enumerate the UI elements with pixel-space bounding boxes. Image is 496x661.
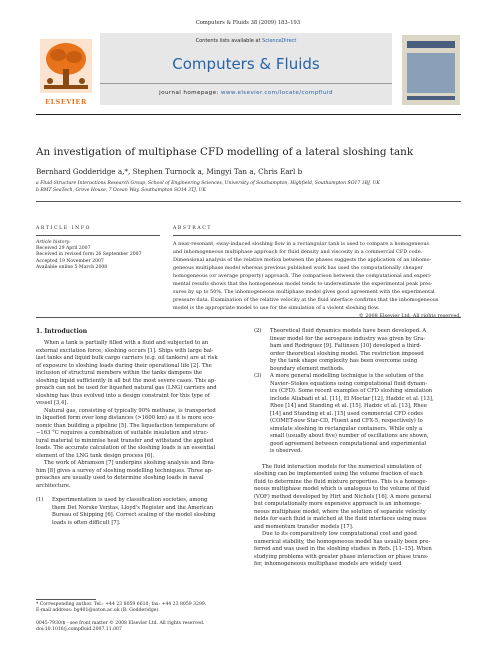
journal-cover <box>402 35 460 105</box>
text-line: inclusion of structural members within the tanks dampens the <box>36 370 203 376</box>
text-line: by the tank shape complexity has been overcome using <box>270 358 418 364</box>
corresponding-author: * Corresponding author. Tel.: +44 23 8059 6610; fax: +44 23 8059 3299. <box>36 602 207 607</box>
text-line: order theoretical sloshing model. The restriction imposed <box>270 350 424 357</box>
text-line: him [8] gives a survey of sloshing modelling techniques. Three ap- <box>36 467 213 474</box>
text-line: them Det Norske Veritas, Lloyd's Register and the American <box>52 504 214 511</box>
abstract-line: model is the appropriate model to use for the simulation of a violent sloshing flow. <box>173 305 380 311</box>
abstract-line: mental results shows that the homogeneous model tends to underestimate the experimental peak pres- <box>173 281 433 287</box>
cover-band <box>407 41 455 48</box>
journal-title-box <box>100 33 392 105</box>
text-line: Due to its comparatively low computational cost and good <box>262 531 417 537</box>
left-column <box>36 340 243 527</box>
text-line: sloshing has thus evolved into a design constraint for this type of <box>36 392 210 399</box>
contents-line <box>100 38 392 44</box>
elsevier-tree-icon <box>36 35 96 97</box>
history-label: Article history: <box>36 240 71 245</box>
cover-footer <box>407 96 455 100</box>
homepage-line <box>100 90 392 96</box>
text-line: is observed. <box>270 448 302 454</box>
homepage-link[interactable]: www.elsevier.com/locate/compfluid <box>220 90 333 96</box>
text-line: linear model for the aerospace industry was given by Gra- <box>270 335 425 342</box>
paragraph <box>36 340 243 348</box>
email-line: E-mail address: bg401@soton.ac.uk (B. Godderidge). <box>36 608 160 614</box>
text-line: loads. The accurate calculation of the sloshing loads is an essential <box>36 445 216 451</box>
abstract-line: A near-resonant, sway-induced sloshing flow in a rectangular tank is used to compare a homogeneous <box>173 241 430 247</box>
text-line: fluid to determine the fluid mixture properties. This is a homoge- <box>254 478 428 485</box>
text-line: A more general modelling technique is the solution of the <box>270 373 424 379</box>
list-number: (2) <box>254 328 262 334</box>
abstract-line: sures by up to 50%. The inhomogeneous multiphase model gives good agreement with the experimental <box>173 289 435 295</box>
text-line: neous multiphase model which is analogous to the volume of fluid <box>254 486 430 492</box>
contents-prefix: Contents lists available at <box>195 38 263 44</box>
article-info-heading: ARTICLE INFO <box>36 226 91 231</box>
journal-name: Computers & Fluids <box>172 55 320 73</box>
running-title: Computers & Fluids 38 (2009) 183–193 <box>195 20 301 26</box>
text-line: nomic than building a pipeline [5]. The liquefaction temperature of <box>36 422 215 429</box>
abstract-bottom-rule <box>36 317 461 318</box>
text-line: vessel [3,4]. <box>36 400 69 406</box>
text-line: last tanks and liquid bulk cargo carriers (e.g. oil tankers) are at risk <box>36 355 218 361</box>
text-line: Experimentation is used by classification societies, among <box>52 497 208 503</box>
list-number: (3) <box>254 373 262 379</box>
text-line: [14] and Standing et al. [15] used commercial CFD codes <box>270 410 423 417</box>
text-line: Natural gas, consisting of typically 90% methane, is transported <box>44 407 216 414</box>
affiliation-b: b BMT SeaTech, Grove House, 7 Ocean Way, Southampton SO14 3TJ, UK <box>36 188 206 193</box>
date-received: Received 29 April 2007 <box>36 246 91 252</box>
date-accepted: Accepted 19 November 2007 <box>36 258 104 264</box>
copyright-notice: © 2008 Elsevier Ltd. All rights reserved. <box>358 313 461 319</box>
text-line: small (usually about five) number of oscillations are shown, <box>270 433 429 439</box>
affiliation-a: a Fluid-Structure Interactions Research Group, School of Engineering Sciences, University of Southampton, Highfield, Southampton SO17 1BJ, UK <box>36 181 380 186</box>
section-heading: 1. Introduction <box>36 328 88 335</box>
list-number: (1) <box>36 497 44 503</box>
text-line: boundary element methods. <box>270 365 345 372</box>
text-line: Bureau of Shipping [6]. Correct scaling of the model sloshing <box>52 512 216 518</box>
elsevier-logo <box>36 35 96 109</box>
abstract-line: and inhomogeneous multiphase approach for fluid density and viscosity in a commercial CFD code. <box>173 249 423 255</box>
text-line: Theoretical fluid dynamics models have been developed. A <box>270 328 427 334</box>
text-line: fields for each fluid is matched at the fluid interfaces using mass <box>254 516 427 522</box>
list-item <box>254 328 461 373</box>
text-line: good agreement between computational and experimental <box>270 440 427 447</box>
banner-divider <box>100 83 392 84</box>
text-line: simulate sloshing in rectangular containers. While only a <box>270 425 423 432</box>
text-line: Navier–Stokes equations using computational fluid dynam- <box>270 380 428 387</box>
text-line: architecture. <box>36 482 71 489</box>
sciencedirect-link[interactable]: ScienceDirect <box>262 38 297 44</box>
issn-block <box>36 621 336 633</box>
abstract-heading: ABSTRACT <box>173 226 213 231</box>
abstract-line: Dimensional analysis of the relative motion between the phases suggests the application of an inhomo- <box>173 257 432 263</box>
affiliation-rule <box>36 201 461 202</box>
text-line: fer, inhomogeneous multiphase models are widely used <box>254 561 402 567</box>
text-line: ham and Rodriguez [9]. Faltinsen [10] developed a third- <box>270 343 422 349</box>
elsevier-wordmark: ELSEVIER <box>45 98 87 106</box>
homepage-prefix: journal homepage: <box>159 90 221 96</box>
text-line: −163 °C requires a combination of suitable insulation and struc- <box>36 430 209 436</box>
date-revised: Received in revised form 26 September 2007 <box>36 252 142 258</box>
text-line: element of the LNG tank design process [6]. <box>36 452 155 459</box>
text-line: in liquefied form over long distances (>1600 km) as it is more eco- <box>36 415 215 421</box>
text-line: but computationally more expensive approach is an inhomoge- <box>254 501 422 507</box>
abstract-line: pressure data. Examination of the relative velocity at the fluid interface confirms that the inhomogeneous <box>173 297 439 303</box>
text-line: ferred and was used in the sloshing studies in Refs. [11–15]. When <box>254 546 432 552</box>
cover-image <box>407 53 455 93</box>
text-line: The work of Abramson [7] underpins sloshing analysis and Ibra- <box>44 460 215 466</box>
list-item <box>254 373 461 456</box>
text-line: proach can not be used for liquefied natural gas (LNG) carriers and <box>36 385 217 391</box>
header-rule <box>36 114 461 115</box>
text-line: studying problems with greater phase interaction or phase trans- <box>254 553 429 560</box>
text-line: (VOF) method developed by Hirt and Nichols [16]. A more general <box>254 493 432 500</box>
abstract-body <box>173 240 461 320</box>
author-list: Bernhard Godderidge a,*, Stephen Turnock a, Mingyi Tan a, Chris Earl b <box>36 167 303 176</box>
text-line: sloshing liquid sufficiently in all but the most severe cases. This ap- <box>36 377 217 384</box>
abstract-line: geneous multiphase model whereas previous published work has used the computationally cheaper <box>173 265 423 271</box>
text-line: tural material to minimise heat transfer and withstand the applied <box>36 437 214 444</box>
text-line: ics (CFD). Some recent examples of CFD sloshing simulation <box>270 388 433 394</box>
text-line: include Aliabadi et al. [11], El Moctar [12], Hadzic et al. [13], <box>270 395 434 402</box>
article-history <box>36 240 162 271</box>
list-item <box>36 497 243 527</box>
footnote <box>36 602 246 614</box>
abstract-rule <box>173 235 461 236</box>
footnote-rule <box>36 599 96 600</box>
text-line: Rhee [14] and Standing et al. [15]. Hadzic et al. [13], Rhee <box>270 403 427 409</box>
article-info-rule <box>36 235 160 236</box>
text-line: loads is often difficult [7]. <box>52 519 121 526</box>
text-line: proaches are usually used to determine sloshing loads in naval <box>36 475 204 481</box>
issn-line: 0045-7930/$ - see front matter © 2008 Elsevier Ltd. All rights reserved. <box>36 621 205 626</box>
text-line: external excitation force, sloshing occurs [1]. Ships with large bal- <box>36 347 214 354</box>
doi-line[interactable]: doi:10.1016/j.compfluid.2007.11.007 <box>36 627 122 633</box>
article-title: An investigation of multiphase CFD modelling of a lateral sloshing tank <box>36 146 414 158</box>
text-line: numerical stability, the homogeneous model has usually been pre- <box>254 538 431 545</box>
text-line: When a tank is partially filled with a fluid and subjected to an <box>44 340 209 346</box>
text-line: The fluid interaction models for the numerical simulation of <box>262 463 422 470</box>
text-line: and momentum transfer models [17]. <box>254 523 354 530</box>
text-line: sloshing can be implemented using the volume fraction of each <box>254 471 423 477</box>
text-line: (COMET-now Star-CD, Fluent and CFX-5, respectively) to <box>270 418 423 424</box>
date-online: Available online 5 March 2008 <box>36 264 108 270</box>
text-line: of exposure to sloshing loads during their operational life [2]. The <box>36 362 212 369</box>
abstract-line: homogeneous (or average property) approach. The comparison between the computational and experi- <box>173 273 432 279</box>
right-column <box>254 328 461 569</box>
journal-banner <box>36 33 461 111</box>
text-line: neous multiphase model, where the solution of separate velocity <box>254 508 426 515</box>
